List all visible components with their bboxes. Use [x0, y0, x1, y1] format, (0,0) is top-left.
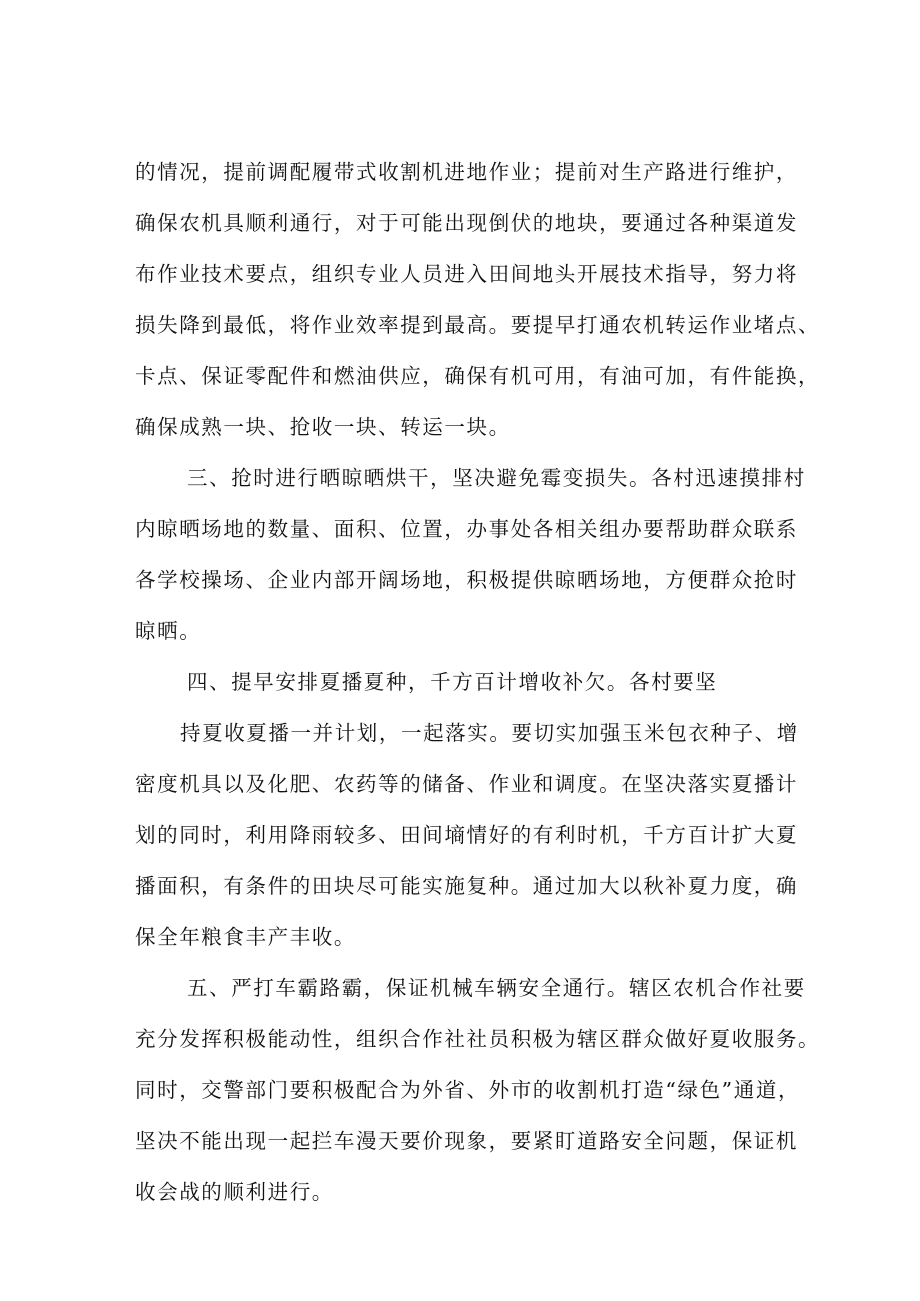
- body-line: 播面积，有条件的田块尽可能实施复种。通过加大以秋补夏力度，确: [135, 874, 798, 898]
- body-line: 确保农机具顺利通行，对于可能出现倒伏的地块，要通过各种渠道发: [135, 211, 798, 235]
- body-line: 损失降到最低，将作业效率提到最高。要提早打通农机转运作业堵点、: [135, 313, 821, 337]
- section-heading-line: 四、提早安排夏播夏种，千方百计增收补欠。各村要坚: [187, 670, 718, 694]
- body-line: 卡点、保证零配件和燃油供应，确保有机可用，有油可加，有件能换，: [135, 364, 821, 388]
- body-line: 坚决不能出现一起拦车漫天要价现象，要紧盯道路安全问题，保证机: [135, 1129, 798, 1153]
- body-line: 晾晒。: [135, 619, 202, 643]
- body-line: 持夏收夏播一并计划，一起落实。要切实加强玉米包衣种子、增: [180, 721, 799, 745]
- section-heading-line: 三、抢时进行晒晾晒烘干，坚决避免霉变损失。各村迅速摸排村: [187, 466, 806, 490]
- body-line: 充分发挥积极能动性，组织合作社社员积极为辖区群众做好夏收服务。: [135, 1027, 821, 1051]
- body-line: 各学校操场、企业内部开阔场地，积极提供晾晒场地，方便群众抢时: [135, 568, 798, 592]
- body-line: 收会战的顺利进行。: [135, 1180, 334, 1204]
- body-line: 布作业技术要点，组织专业人员进入田间地头开展技术指导，努力将: [135, 262, 798, 286]
- body-line: 密度机具以及化肥、农药等的储备、作业和调度。在坚决落实夏播计: [135, 772, 798, 796]
- body-line: 同时，交警部门要积极配合为外省、外市的收割机打造“绿色”通道，: [135, 1078, 801, 1102]
- section-heading-line: 五、严打车霸路霸，保证机械车辆安全通行。辖区农机合作社要: [187, 976, 806, 1000]
- body-line: 内晾晒场地的数量、面积、位置，办事处各相关组办要帮助群众联系: [135, 517, 798, 541]
- body-line: 划的同时，利用降雨较多、田间墒情好的有利时机，千方百计扩大夏: [135, 823, 798, 847]
- body-line: 确保成熟一块、抢收一块、转运一块。: [135, 415, 511, 439]
- body-line: 保全年粮食丰产丰收。: [135, 925, 356, 949]
- body-line: 的情况，提前调配履带式收割机进地作业；提前对生产路进行维护，: [135, 160, 798, 184]
